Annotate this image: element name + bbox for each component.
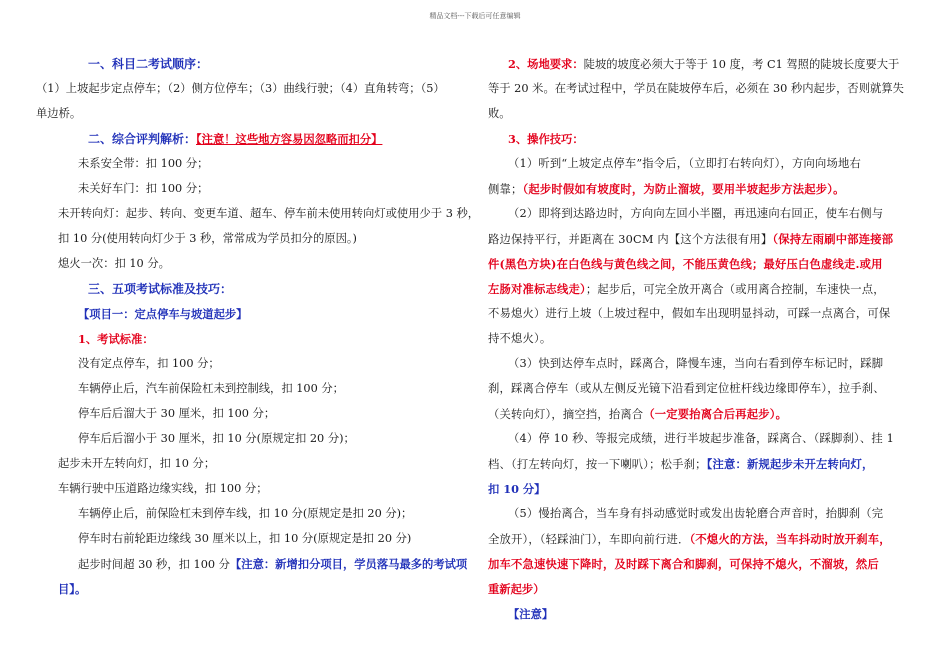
- tip-2-text: 路边保持平行，并距离在 30CM 内【这个方法很有用】: [488, 233, 773, 246]
- standard-3: 停车后后溜大于 30 厘米，扣 100 分；: [78, 407, 276, 420]
- item-1-title: 【项目一：定点停车与坡道起步】: [78, 307, 248, 321]
- tip-5-note-start: （不熄火的方法，当车抖动时放开刹车，: [689, 532, 891, 546]
- standard-8: 停车时右前轮距边缘线 30 厘米以上，扣 10 分(原规定是扣 20 分): [78, 532, 412, 545]
- field-requirement-line-1: [508, 57, 899, 72]
- rule-stall: 熄火一次：扣 10 分。: [58, 257, 170, 270]
- standard-9-note: 【注意：新增扣分项目，学员落马最多的考试项: [229, 557, 468, 571]
- tip-4-line-2: [488, 457, 873, 472]
- tip-5-text: 全放开），（轻踩油门），车即向前行进．: [488, 533, 690, 546]
- tip-2-line-4: [488, 282, 885, 297]
- field-requirement-line-3: 败。: [488, 107, 511, 120]
- tip-4-line-3: 扣 10 分】: [488, 482, 546, 496]
- section-1-title: 一、科目二考试顺序：: [88, 57, 209, 71]
- exam-order-line-2: 单边桥。: [36, 107, 82, 120]
- standard-9-note-end: 目】。: [58, 582, 87, 596]
- standard-1: 没有定点停车，扣 100 分；: [78, 357, 220, 370]
- section-3-title: 三、五项考试标准及技巧：: [88, 282, 233, 296]
- tip-4-line-1: （4）停 10 秒、等报完成绩，进行半坡起步准备，踩离合、（踩脚刹）、挂 1: [508, 432, 895, 445]
- field-requirement-line-2: 等于 20 米。在考试过程中，学员在陡坡停车后，必须在 30 秒内起步，否则就算失: [488, 82, 904, 95]
- tip-1-text: 侧靠；: [488, 183, 523, 196]
- standard-7: 车辆停止后，前保险杠未到停车线，扣 10 分(原规定是扣 20 分)；: [78, 507, 413, 520]
- exam-order-line-1: （1）上坡起步定点停车；（2）侧方位停车；（3）曲线行驶；（4）直角转弯；（5）: [36, 82, 445, 95]
- rule-door: 未关好车门：扣 100 分；: [78, 182, 209, 195]
- exam-standard-title: 1、考试标准：: [78, 332, 154, 346]
- standard-5: 起步未开左转向灯，扣 10 分；: [58, 457, 216, 470]
- tip-1-note: （起步时假如有坡度时，为防止溜坡，要用半坡起步方法起步）。: [522, 182, 845, 196]
- tip-4-text: 档、（打左转向灯，按一下喇叭）；松手刹；: [488, 458, 707, 471]
- tip-1-line-2: [488, 182, 845, 197]
- field-requirement-text-1: 陡坡的坡度必须大于等于 10 度，考 C1 驾照的陡坡长度要大于: [583, 58, 900, 71]
- standard-2: 车辆停止后，汽车前保险杠未到控制线，扣 100 分；: [78, 382, 344, 395]
- section-2-warning: 【注意！这些地方容易因忽略而扣分】: [196, 132, 383, 146]
- rule-seatbelt: 未系安全带：扣 100 分；: [78, 157, 209, 170]
- tip-3-line-1: （3）快到达停车点时，踩离合，降慢车速，当向右看到停车标记时，踩脚: [508, 357, 884, 370]
- tip-2-note-end: 左肠对准标志线走）: [488, 282, 586, 296]
- tip-2-line-2: [488, 232, 893, 247]
- tip-2-note-start: （保持左雨刷中部连接部: [772, 232, 894, 246]
- tip-4-note: 【注意：新规起步未开左转向灯，: [706, 457, 874, 471]
- rule-turn-signal-2: 扣 10 分(使用转向灯少于 3 秒，常常成为学员扣分的原因。): [58, 232, 357, 245]
- tip-5-line-2: [488, 532, 891, 547]
- rule-turn-signal-1: 未开转向灯：起步、转向、变更车道、超车、停车前未使用转向灯或使用少于 3 秒，: [58, 207, 480, 220]
- tip-3-line-3: [488, 407, 787, 422]
- tip-5-line-4: 重新起步）: [488, 582, 545, 596]
- tip-2-text-after: ；起步后，可完全放开离合（或用离合控制，车速快一点，: [585, 283, 885, 296]
- operation-tips-title: 3、操作技巧：: [508, 132, 584, 146]
- tip-5-line-3: 加车不急速快速下降时，及时踩下离合和脚刹，可保持不熄火，不溜坡，然后: [488, 557, 879, 571]
- tip-2-line-1: （2）即将到达路边时，方向向左回小半圈，再迅速向右回正，使车右侧与: [508, 207, 884, 220]
- note-heading: 【注意】: [508, 607, 554, 621]
- section-2-title: 二、综合评判解析：: [88, 132, 197, 146]
- tip-2-line-3: 件(黑色方块)在白色线与黄色线之间，不能压黄色线；最好压白色虚线走.或用: [488, 257, 883, 271]
- tip-5-line-1: （5）慢抬离合，当车身有抖动感觉时或发出齿轮磨合声音时，抬脚刹（完: [508, 507, 884, 520]
- standard-6: 车辆行驶中压道路边缘实线，扣 100 分；: [58, 482, 268, 495]
- tip-2-line-5: 不易熄火）进行上坡（上坡过程中，假如车出现明显抖动，可踩一点离合，可保: [488, 307, 891, 320]
- standard-4: 停车后后溜小于 30 厘米，扣 10 分(原规定扣 20 分)；: [78, 432, 355, 445]
- field-requirement-title: 2、场地要求：: [508, 57, 584, 71]
- page-header: 精品文档---下载后可任意编辑: [429, 12, 521, 20]
- tip-2-line-6: 持不熄火）。: [488, 332, 552, 345]
- section-2-heading: [88, 132, 382, 147]
- tip-3-note: （一定要抬离合后再起步）。: [643, 407, 788, 421]
- standard-9-text: 起步时间超 30 秒，扣 100 分: [78, 558, 230, 571]
- tip-3-text: （关转向灯），摘空挡，抬离合: [488, 408, 644, 421]
- tip-3-line-2: 刹，踩离合停车（或从左侧反光镜下沿看到定位桩杆线边缘即停车），拉手刹、: [488, 382, 885, 395]
- tip-1-line-1: （1）听到“上坡定点停车”指令后，（立即打右转向灯），方向向场地右: [508, 157, 861, 170]
- standard-9: [78, 557, 467, 572]
